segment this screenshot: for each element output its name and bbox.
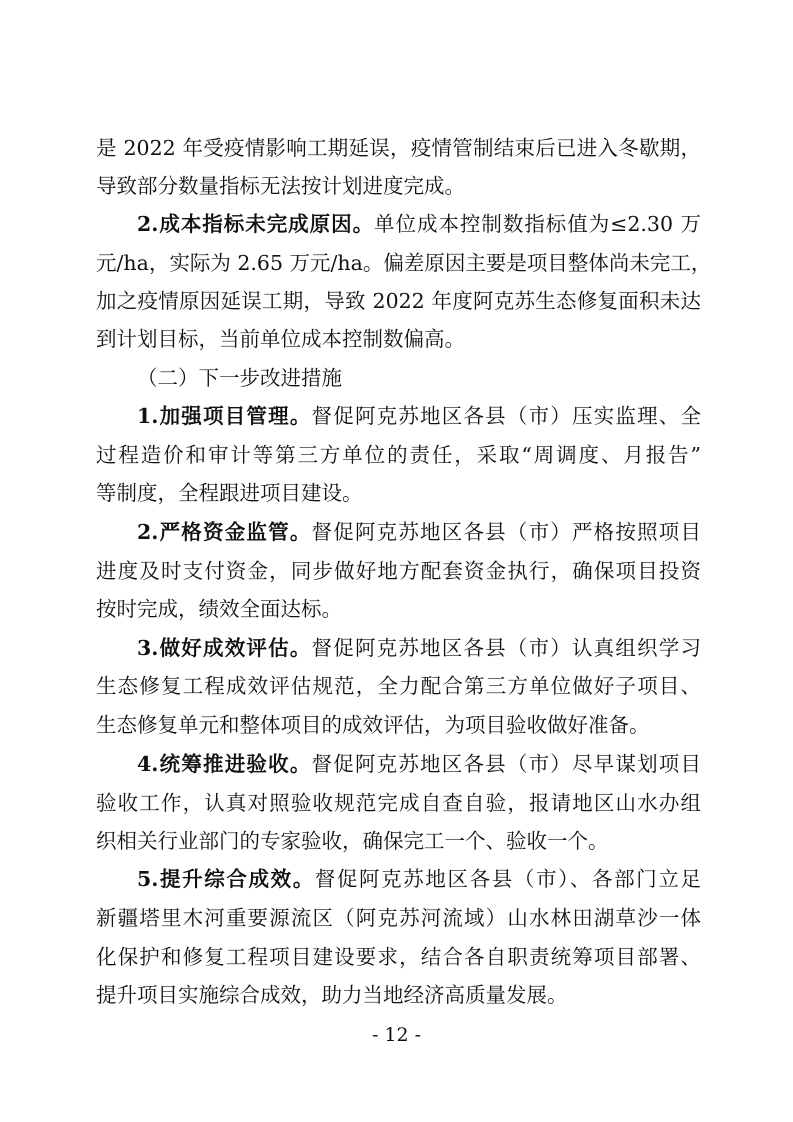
paragraph-line: 过程造价和审计等第三方单位的责任，采取“周调度、月报告” [96,443,701,467]
paragraph-line: 织相关行业部门的专家验收，确保完工一个、验收一个。 [96,829,609,853]
paragraph-text: 督促阿克苏地区各县（市）认真组织学习 [311,636,701,660]
paragraph-text: 督促阿克苏地区各县（市）压实监理、全 [311,404,701,428]
paragraph-line: 提升项目实施综合成效，助力当地经济高质量发展。 [96,983,568,1007]
paragraph-line [137,209,701,239]
paragraph-heading: 2.严格资金监管。 [137,520,312,544]
paragraph-heading: 3.做好成效评估。 [137,636,312,660]
paragraph-text: 督促阿克苏地区各县（市）、各部门立足 [314,867,701,891]
paragraph-heading: 2.成本指标未完成原因。 [137,212,375,236]
paragraph-line [137,517,701,547]
paragraph-line [137,401,701,431]
paragraph-line: 化保护和修复工程项目建设要求，结合各自职责统筹项目部署、 [96,945,701,969]
paragraph-line [137,749,701,779]
section-title: （二）下一步改进措施 [137,366,342,390]
paragraph-line: 到计划目标，当前单位成本控制数偏高。 [96,327,465,351]
paragraph-text: 督促阿克苏地区各县（市）尽早谋划项目 [311,752,701,776]
paragraph-heading: 4.统筹推进验收。 [137,752,312,776]
paragraph-line: 是 2022 年受疫情影响工期延误，疫情管制结束后已进入冬歇期， [96,136,701,160]
paragraph-line: 进度及时支付资金，同步做好地方配套资金执行，确保项目投资 [96,559,701,583]
paragraph-text: 单位成本控制数指标值为≤2.30 万 [374,212,701,236]
page-number: - 12 - [371,1024,422,1046]
paragraph-line: 按时完成，绩效全面达标。 [96,597,342,621]
paragraph-line: 等制度，全程跟进项目建设。 [96,481,363,505]
paragraph-line: 生态修复工程成效评估规范，全力配合第三方单位做好子项目、 [96,674,701,698]
paragraph-line: 导致部分数量指标无法按计划进度完成。 [96,174,465,198]
paragraph-line: 加之疫情原因延误工期，导致 2022 年度阿克苏生态修复面积未达 [96,289,701,313]
paragraph-heading: 1.加强项目管理。 [137,404,312,428]
paragraph-line: 验收工作，认真对照验收规范完成自查自验，报请地区山水办组 [96,791,701,815]
paragraph-line: 元/ha，实际为 2.65 万元/ha。偏差原因主要是项目整体尚未完工， [96,251,712,275]
paragraph-line [137,633,701,663]
paragraph-line: 生态修复单元和整体项目的成效评估，为项目验收做好准备。 [96,713,650,737]
paragraph-heading: 5.提升综合成效。 [137,867,315,891]
paragraph-text: 督促阿克苏地区各县（市）严格按照项目 [311,520,701,544]
paragraph-line: 新疆塔里木河重要源流区（阿克苏河流域）山水林田湖草沙一体 [96,906,701,930]
paragraph-line [137,864,701,894]
